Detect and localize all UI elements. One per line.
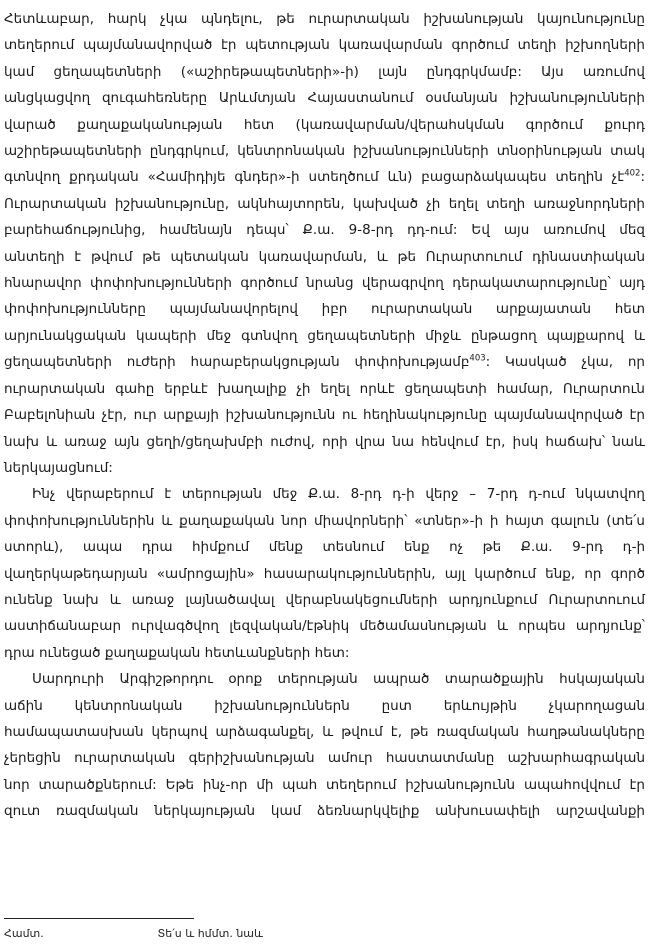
text-line: Հետևաբար, հարկ չկա պնդելու, թե ուրարտական իշխանության կայունությունը xyxy=(4,11,645,27)
footnote-403-text: Տե՛ս և հմմտ. նաև xyxy=(157,927,263,940)
text-line: Բաբելոնիան չէր, ուր արքայի իշխանությունն ու հեղինակությունը պայմանավորված էր xyxy=(4,407,645,424)
text-line: վարած քաղաքականության հետ (կառավարման/վերահսկման գործում քուրդ xyxy=(4,116,645,133)
text-line: համապատասխան կերպով արձագանքել, և թվում է, թե ռազմական հաղթանակները xyxy=(4,723,645,740)
text-line: հնարավոր փոփոխությունների գործում նրանց վերագրվող դերակատարությունը՝ այդ xyxy=(4,275,645,292)
footnote-separator xyxy=(4,918,194,919)
text-line: բարեհաճությունից, համենայն դեպս՝ Ք.ա. 9-8-րդ դդ-ում: Եվ այս առումով մեզ xyxy=(4,222,645,239)
paragraph-1 xyxy=(4,6,645,481)
text-line: տեղերում պայմանավորված էր պետության կառավարման գործում տեղի իշխողների xyxy=(4,37,645,54)
line-text: գտնվող քրդական «Համիդիյե գնդեր»-ի ստեղծում ևն) բացարձակապես տեղին չէ xyxy=(4,169,625,186)
text-line: աճին կենտրոնական իշխանություններն ըստ երևույթին չկարողացան xyxy=(4,697,645,714)
footnote-402-text: Համտ. xyxy=(4,927,44,940)
text-line: նոր տարածքներում: Եթե ինչ-որ մի պահ տեղերում իշխանությունն ապահովվում էր xyxy=(4,776,645,793)
text-line: ստորև), ապա դրա հիմքում մենք տեսնում ենք ոչ թե Ք.ա. 9-րդ դ-ի xyxy=(4,539,645,556)
text-line: Ուրարտական իշխանությունը, ակնհայտորեն, կախված չի եղել տեղի առաջնորդների xyxy=(4,195,645,212)
footnote-ref-402[interactable]: 402 xyxy=(624,168,641,179)
text-line-with-footnote xyxy=(4,349,645,375)
text-line: ներկայացնում: xyxy=(4,459,113,476)
paragraph-2 xyxy=(4,481,645,666)
text-line: չերեցին ուրարտական գերիշխանության ամուր հաստատմանը աշխարհագրական xyxy=(4,750,645,767)
text-line: անցկացվող զուգահեռները Արևմտյան Հայաստանում օսմանյան իշխանությունների xyxy=(4,90,645,107)
text-line: փոփոխությունները պայմանավորելով իբր ուրարտական արքայատան հետ xyxy=(4,301,645,318)
text-line: Սարդուրի Արգիշթորդու օրոք տերության ապրած տարածքային հսկայական xyxy=(32,671,645,688)
text-line: դրա ունեցած քաղաքական հետևանքների հետ: xyxy=(4,644,350,661)
text-line: ուրարտական գահը երբևէ խաղալիք չի եղել որևէ ցեղապետի համար, Ուրարտուն xyxy=(4,380,645,397)
text-line: Ինչ վերաբերում է տերության մեջ Ք.ա. 8-րդ դ-ի վերջ – 7-րդ դ-ում նկատվող xyxy=(32,486,645,503)
text-line: վաղերկաթեդարյան «ամրոցային» հասարակություններին, այլ կարծում ենք, որ գործ xyxy=(4,565,645,582)
text-line: աշիրեթապետների ընդգրկում, կենտրոնական իշխանությունների տնօրինության տակ xyxy=(4,143,645,160)
text-line-with-footnote xyxy=(4,164,645,190)
text-line: զուտ ռազմական ներկայության կամ ձեռնարկվելիք անխուսափելի արշավանքի xyxy=(4,803,645,820)
text-line: կամ ցեղապետների («աշիրեթապետների»-ի) լայն ընդգրկմամբ: Այս առումով xyxy=(4,63,645,80)
line-text-continued: : Կասկած չկա, որ xyxy=(485,354,645,371)
footnote xyxy=(4,927,604,941)
paragraph-3 xyxy=(4,666,645,824)
text-line: ունենք նախ և առաջ լայնածավալ վերաբնակեցումների արդյունքում Ուրարտուում xyxy=(4,591,645,608)
text-line: անտեղի է թվում թե պետական կառավարման, և թե Ուրարտուում դինաստիական xyxy=(4,248,645,265)
text-line: աստիճանաբար ուրվագծվող լեզվական/էթնիկ մեծամասնության և որպես արդյունք՝ xyxy=(4,618,645,635)
text-line: արյունակցական կապերի մեջ գտնվող ցեղապետների միջև ընթացող պայքարով և xyxy=(4,327,645,344)
text-line: նախ և առաջ այն ցեղի/ցեղախմբի ուժով, որի վրա նա հենվում էր, իսկ հաճախ՝ նաև xyxy=(4,433,645,450)
footnote-ref-403[interactable]: 403 xyxy=(469,353,486,364)
punctuation: : xyxy=(640,169,645,186)
text-line: փոփոխություններին և քաղաքական նոր միավորների՝ «տներ»-ի ի հայտ գալուն (տե՛ս xyxy=(4,512,645,529)
line-text: ցեղապետների ուժերի հարաբերակցության փոփոխությամբ xyxy=(4,354,470,371)
